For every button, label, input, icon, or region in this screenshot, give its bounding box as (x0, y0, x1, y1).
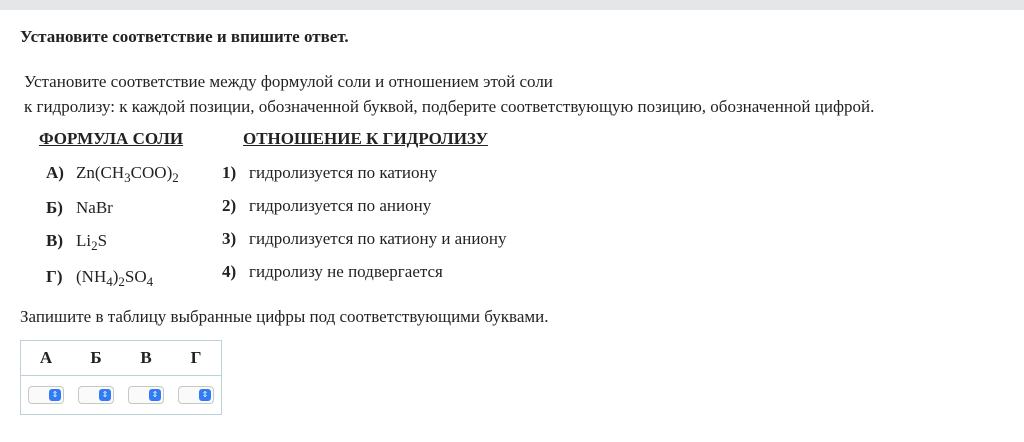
formula-letter: Г) (46, 267, 63, 286)
answer-header-v: В (121, 341, 171, 376)
up-down-chevron-icon: ⇕ (49, 389, 61, 401)
answer-header-a: А (21, 341, 72, 376)
option-number: 4) (222, 262, 237, 281)
formula-letter: Б) (46, 198, 63, 217)
task-text-line-2: к гидролизу: к каждой позиции, обозначенной буквой, подберите соответствующую позицию, обозначенной цифрой. (24, 97, 875, 116)
formula-text: $(NH_4)_2SO_4$ (76, 267, 154, 289)
answer-cell-g (171, 376, 222, 415)
column-header-formula: ФОРМУЛА СОЛИ (39, 129, 184, 148)
answer-header-g: Г (171, 341, 222, 376)
answer-select-b[interactable] (78, 386, 114, 404)
answer-table (20, 340, 222, 415)
formula-letter: В) (46, 231, 63, 250)
option-number: 2) (222, 196, 237, 215)
task-text (24, 69, 1014, 119)
option-text: гидролизуется по катиону и аниону (249, 229, 507, 248)
answer-select-a[interactable] (28, 386, 64, 404)
up-down-chevron-icon: ⇕ (149, 389, 161, 401)
answer-cell-v (121, 376, 171, 415)
option-number: 1) (222, 163, 237, 182)
up-down-chevron-icon: ⇕ (199, 389, 211, 401)
answer-table-select-row (21, 376, 222, 415)
answer-select-v[interactable] (128, 386, 164, 404)
option-text: гидролизуется по аниону (249, 196, 432, 215)
option-text: гидролизу не подвергается (249, 262, 443, 281)
answer-header-b: Б (71, 341, 121, 376)
answer-table-header-row (21, 341, 222, 376)
formula-text: NaBr (76, 198, 113, 217)
answer-cell-b (71, 376, 121, 415)
formula-text: $Zn(CH_3COO)_2$ (76, 163, 179, 185)
formula-text: $Li_2S$ (76, 231, 108, 253)
option-number: 3) (222, 229, 237, 248)
task-text-line-1: Установите соответствие между формулой соли и отношением этой соли (24, 72, 553, 91)
top-bar (0, 0, 1024, 10)
formula-letter: А) (46, 163, 64, 182)
answer-cell-a (21, 376, 72, 415)
option-text: гидролизуется по катиону (249, 163, 438, 182)
up-down-chevron-icon: ⇕ (99, 389, 111, 401)
column-header-hydrolysis: ОТНОШЕНИЕ К ГИДРОЛИЗУ (243, 129, 488, 148)
answer-select-g[interactable] (178, 386, 214, 404)
task-heading: Установите соответствие и впишите ответ. (20, 27, 349, 46)
answer-instruction: Запишите в таблицу выбранные цифры под соответствующими буквами. (20, 307, 549, 326)
